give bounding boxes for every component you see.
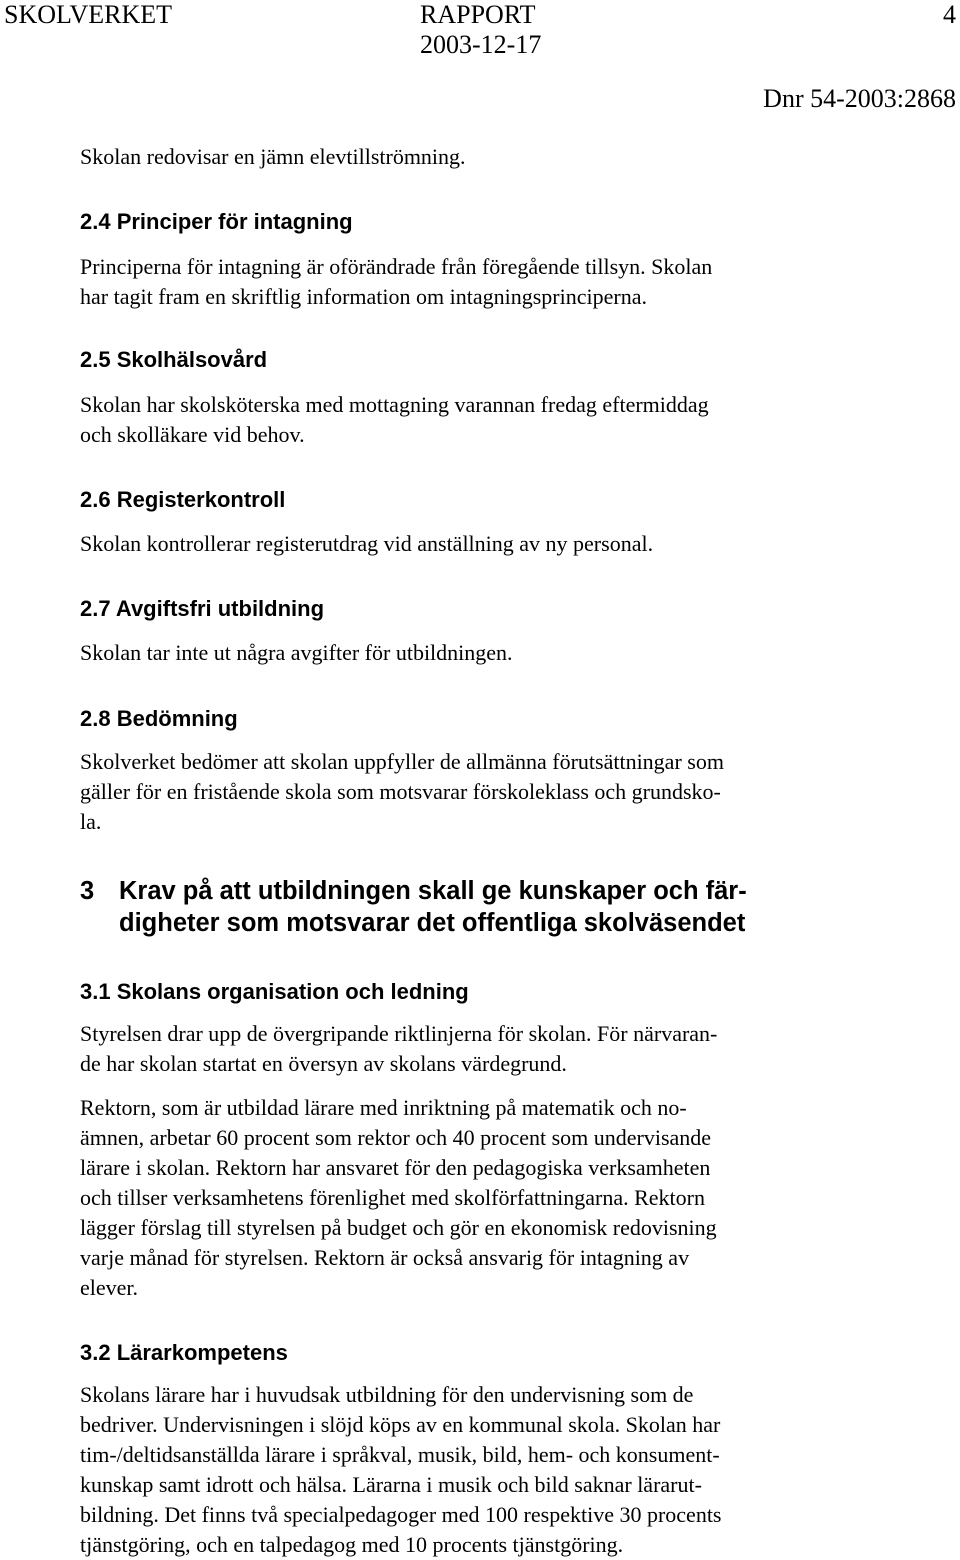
document-reference-number: Dnr 54-2003:2868 [763, 84, 956, 113]
section-heading-3-1: 3.1 Skolans organisation och ledning [80, 979, 469, 1004]
text-line: gäller för en fristående skola som motsvarar förskoleklass och grundsko- [80, 779, 721, 804]
section-3-2-paragraph [80, 1380, 850, 1560]
section-heading-2-4: 2.4 Principer för intagning [80, 209, 353, 234]
text-line: Skolan har skolsköterska med mottagning varannan fredag eftermiddag [80, 392, 709, 417]
chapter-title-line: Krav på att utbildningen skall ge kunskaper och fär- [119, 877, 747, 905]
text-line: Principerna för intagning är oförändrade från föregående tillsyn. Skolan [80, 254, 713, 279]
section-3-1-paragraph-1 [80, 1019, 850, 1079]
chapter-title-line: digheter som motsvarar det offentliga skolväsendet [119, 909, 746, 937]
section-heading-2-6: 2.6 Registerkontroll [80, 487, 286, 512]
text-line: lägger förslag till styrelsen på budget och gör en ekonomisk redovisning [80, 1215, 717, 1240]
text-line: och tillser verksamhetens förenlighet med skolförfattningarna. Rektorn [80, 1185, 705, 1210]
text-line: och skolläkare vid behov. [80, 422, 305, 447]
text-line: bedriver. Undervisningen i slöjd köps av en kommunal skola. Skolan har [80, 1412, 721, 1437]
text-line: tim-/deltidsanställda lärare i språkval, musik, bild, hem- och konsument- [80, 1442, 720, 1467]
page-number: 4 [943, 0, 956, 29]
text-line: Skolverket bedömer att skolan uppfyller de allmänna förutsättningar som [80, 749, 724, 774]
text-line: la. [80, 809, 102, 834]
intro-paragraph: Skolan redovisar en jämn elevtillströmning. [80, 144, 466, 169]
text-line: de har skolan startat en översyn av skolans värdegrund. [80, 1051, 567, 1076]
section-3-1-paragraph-2 [80, 1093, 850, 1303]
header-date: 2003-12-17 [420, 30, 542, 59]
section-heading-2-5: 2.5 Skolhälsovård [80, 347, 268, 372]
text-line: elever. [80, 1275, 139, 1300]
header-organization: SKOLVERKET [4, 0, 173, 29]
section-2-5-paragraph [80, 390, 850, 450]
text-line: Styrelsen drar upp de övergripande riktlinjerna för skolan. För närvaran- [80, 1021, 718, 1046]
chapter-number: 3 [80, 877, 95, 905]
chapter-title [119, 875, 849, 939]
section-2-7-paragraph [80, 638, 850, 668]
section-2-8-paragraph [80, 747, 850, 837]
section-2-6-paragraph [80, 529, 850, 559]
text-line: ämnen, arbetar 60 procent som rektor och 40 procent som undervisande [80, 1125, 712, 1150]
section-2-4-paragraph [80, 252, 850, 312]
text-line: Rektorn, som är utbildad lärare med inriktning på matematik och no- [80, 1095, 687, 1120]
text-line: varje månad för styrelsen. Rektorn är också ansvarig för intagning av [80, 1245, 690, 1270]
text-line: tjänstgöring, och en talpedagog med 10 procents tjänstgöring. [80, 1532, 624, 1557]
section-heading-3-2: 3.2 Lärarkompetens [80, 1340, 288, 1365]
text-line: lärare i skolan. Rektorn har ansvaret för den pedagogiska verksamheten [80, 1155, 711, 1180]
section-heading-2-7: 2.7 Avgiftsfri utbildning [80, 596, 325, 621]
text-line: Skolans lärare har i huvudsak utbildning för den undervisning som de [80, 1382, 694, 1407]
section-heading-2-8: 2.8 Bedömning [80, 706, 238, 731]
text-line: Skolan kontrollerar registerutdrag vid anställning av ny personal. [80, 531, 654, 556]
header-document-type: RAPPORT [420, 0, 536, 29]
text-line: kunskap samt idrott och hälsa. Lärarna i musik och bild saknar lärarut- [80, 1472, 702, 1497]
text-line: bildning. Det finns två specialpedagoger med 100 respektive 30 procents [80, 1502, 722, 1527]
text-line: Skolan tar inte ut några avgifter för utbildningen. [80, 640, 513, 665]
text-line: har tagit fram en skriftlig information om intagningsprinciperna. [80, 284, 647, 309]
